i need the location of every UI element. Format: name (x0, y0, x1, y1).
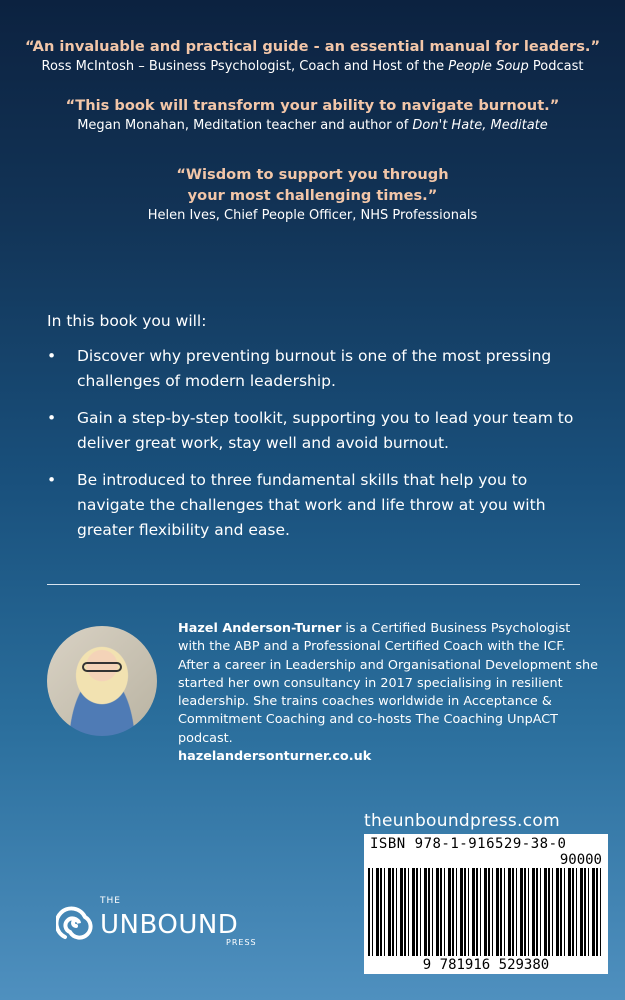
barcode-number: 9 781916 529380 (364, 956, 608, 974)
testimonial-quote-line-2: your most challenging times.” (187, 187, 438, 204)
author-website: hazelandersonturner.co.uk (178, 749, 372, 765)
testimonial-2 (0, 95, 625, 136)
glasses-icon (82, 662, 122, 672)
barcode-bars (368, 868, 604, 956)
testimonial-3 (0, 164, 625, 226)
spiral-logo-icon (56, 902, 96, 950)
benefits-list (47, 344, 587, 555)
list-item-text: Be introduced to three fundamental skills that help you to navigate the challenges that work and life throw at you with greater flexibility and ease. (77, 471, 546, 539)
bullet-icon: • (47, 471, 57, 489)
author-bio (178, 620, 598, 766)
logo-the: THE (100, 896, 121, 906)
testimonial-quote-line-1: “Wisdom to support you through (176, 166, 449, 183)
isbn-text: ISBN 978-1-916529-38-0 (370, 836, 567, 852)
testimonial-quote: “This book will transform your ability to navigate burnout.” (65, 97, 560, 114)
intro-heading: In this book you will: (47, 312, 207, 330)
list-item (47, 344, 587, 394)
publisher-website: theunboundpress.com (364, 811, 560, 831)
author-name: Hazel Anderson-Turner (178, 621, 342, 636)
testimonial-attribution (0, 57, 625, 77)
logo-name: UNBOUND (100, 910, 239, 940)
testimonial-attribution: Helen Ives, Chief People Officer, NHS Professionals (147, 208, 478, 223)
barcode (364, 834, 608, 974)
attribution-text: Ross McIntosh – Business Psychologist, Coach and Host of the (41, 59, 449, 74)
attribution-title: Don't Hate, Meditate (412, 118, 548, 133)
list-item (47, 468, 587, 543)
list-item (47, 406, 587, 456)
testimonials (0, 36, 625, 226)
attribution-text: Megan Monahan, Meditation teacher and author of (77, 118, 413, 133)
testimonial-1 (0, 36, 625, 77)
publisher-logo (56, 896, 286, 956)
author-bio-text: is a Certified Business Psychologist with the ABP and a Professional Certified Coach with the ICF. After a career in Leadership and Organisational Development she started her own consultancy in 2017 specialising in resilient leadership. She trains coaches worldwide in Acceptance & Commitment Coaching and co-hosts The Coaching UnpACT podcast. (178, 621, 599, 746)
attribution-text: Podcast (528, 59, 584, 74)
bullet-icon: • (47, 409, 57, 427)
bullet-icon: • (47, 347, 57, 365)
price-code: 90000 (559, 852, 602, 868)
attribution-title: People Soup (448, 59, 529, 74)
testimonial-attribution (0, 116, 625, 136)
divider (47, 584, 580, 585)
list-item-text: Gain a step-by-step toolkit, supporting you to lead your team to deliver great work, stay well and avoid burnout. (77, 409, 574, 452)
logo-press: PRESS (226, 938, 257, 947)
author-photo (47, 626, 157, 736)
testimonial-quote: “An invaluable and practical guide - an essential manual for leaders.” (24, 38, 601, 55)
list-item-text: Discover why preventing burnout is one of the most pressing challenges of modern leadership. (77, 347, 552, 390)
